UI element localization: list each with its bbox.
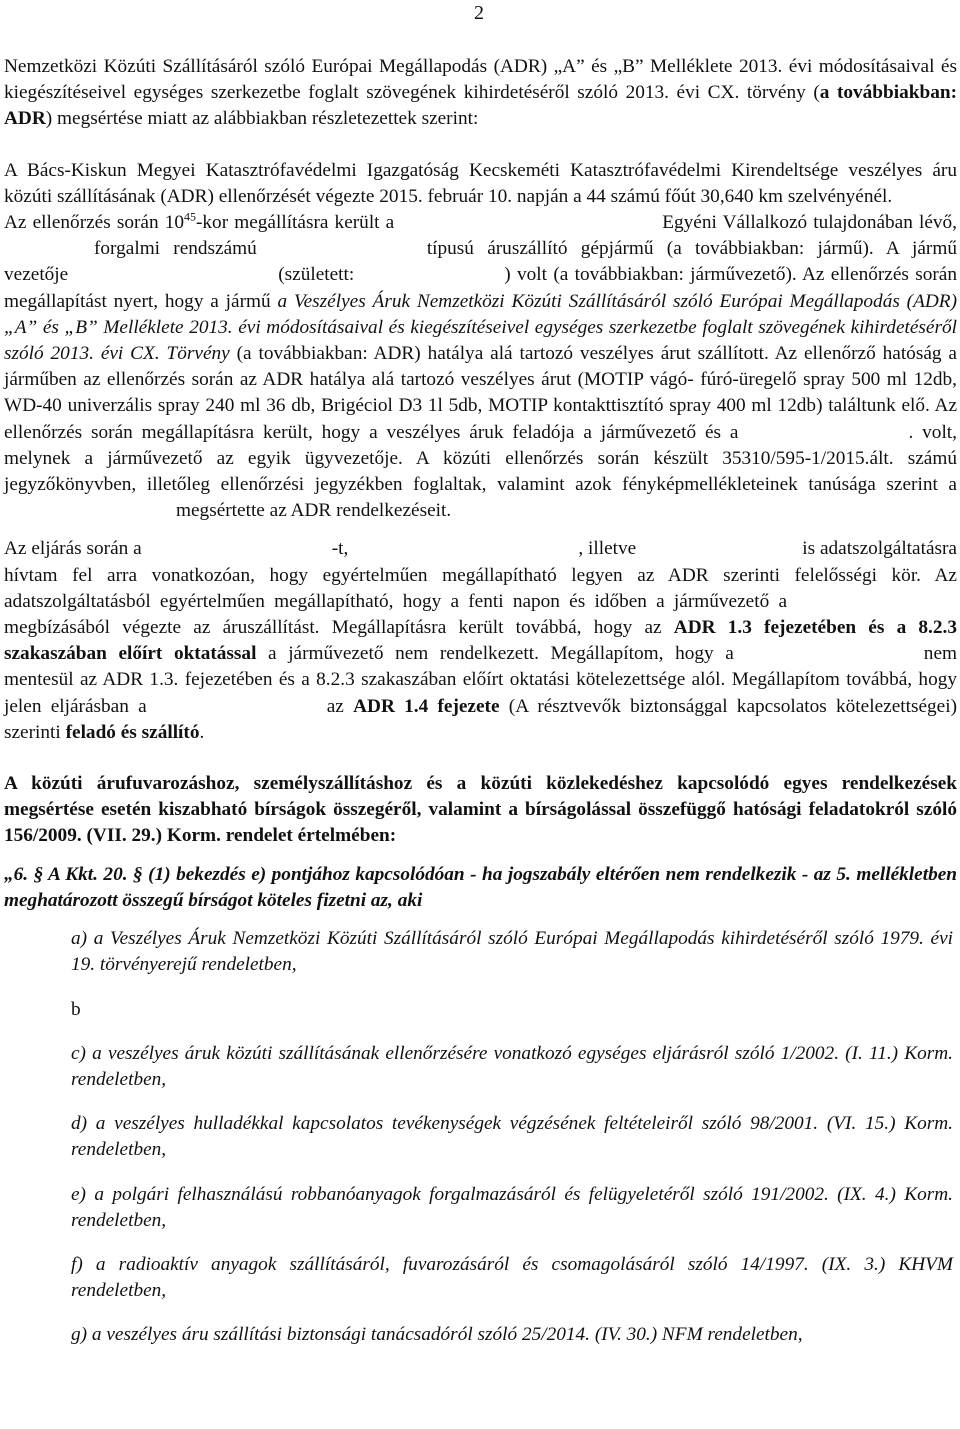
document-body [4, 54, 957, 1367]
inspection-text-b7: ) volt (a továbbiakban: járművezető). Az ellenőrzés során megállapítást nyert, hogy a jármű [4, 264, 957, 312]
list-item: d) a veszélyes hulladékkal kapcsolatos tevékenységek végzésének feltételeiről szóló 98/2001. (VI. 15.) Korm. rendeletben, [71, 1113, 953, 1161]
inspection-text-b8: a Veszélyes Áruk Nemzetközi Közúti Szállításáról szóló Európai Megállapodás (ADR) „A” és „B” Melléklete 2013. évi módosításaival és kiegészítéseivel egységes szerkezetbe foglalt szövegének kihirdetéséről szóló 2013. évi CX. Törvény [4, 290, 957, 365]
regulation-quote: „6. § A Kkt. 20. § (1) bekezdés e) pontjához kapcsolódóan - ha jogszabály eltérően nem rendelkezik - az 5. mellékletben meghatározott összegű bírságot köteles fizetni az, aki [4, 863, 957, 911]
procedure-text-a11: (A résztvevők biztonsággal kapcsolatos kötelezettségei) szerinti [4, 695, 958, 743]
inspection-text-b6: (született: [278, 264, 355, 286]
procedure-text-a8: nem mentesül az ADR 1.3. fejezetében és a 8.2.3 szakaszában előírt oktatási kötelezettsége alól. Megállapítom továbbá, hogy jelen eljárásban a [4, 643, 957, 717]
intro-text-bold: a továbbiakban: ADR [4, 82, 957, 130]
procedure-text-a10: ADR 1.4 fejezete [353, 695, 500, 717]
intro-text-1: Nemzetközi Közúti Szállításáról szóló Európai Megállapodás (ADR) „A” és „B” Melléklete 2013. évi módosításaival és kiegészítéseivel egységes szerkezetbe foglalt szövegének kihirdetéséről szóló 2013. évi CX. törvény ( [4, 56, 957, 104]
inspection-text-b3: Egyéni Vállalkozó tulajdonában lévő, [662, 212, 957, 234]
list-item: a) a Veszélyes Áruk Nemzetközi Közúti Szállításáról szóló Európai Megállapodás kihirdetéséről szóló 1979. évi 19. törvényerejű rendeletben, [71, 928, 953, 976]
regulation-heading: A közúti árufuvarozáshoz, személyszállításhoz és a közúti közlekedéshez kapcsolódó egyes rendelkezések megsértése esetén kiszabható bírságok összegéről, valamint a bírságolással összefüggő hatósági feladatokról szóló 156/2009. (VII. 29.) Korm. rendelet értelmében: [4, 773, 957, 847]
intro-paragraph [4, 54, 957, 133]
procedure-text-a7: a járművezető nem rendelkezett. Megállapítom, hogy a [268, 643, 734, 665]
procedure-text-a13: . [199, 721, 205, 743]
inspection-text-b9: (a továbbiakban: ADR) hatálya alá tartozó veszélyes árut szállított. Az ellenőrző hatóság a járműben az ellenőrzés során az ADR hatálya alá tartozó veszélyes árut (MOTIP vágó- fúró-üregelő spray 500 ml 12db, WD-40 univerzális spray 240 ml 36 db, Brigéciol D3 1l 5db, MOTIP kontakttisztító spray 400 ml 12db) találtunk elő. Az ellenőrzés során megállapításra került, hogy a veszélyes áruk feladója a járművezető és a [4, 343, 957, 443]
inspection-text-b4: forgalmi rendszámú [94, 238, 257, 260]
procedure-text-a3: , illetve [578, 538, 637, 560]
inspection-text-b2: -kor megállításra került a [196, 212, 395, 234]
list-item: g) a veszélyes áru szállítási biztonsági tanácsadóról szóló 25/2014. (IV. 30.) NFM rendeletben, [71, 1324, 803, 1346]
intro-text-3: ) megsértése miatt az alábbiakban részletezettek szerint: [45, 108, 479, 130]
inspection-text-b11: megsértette az ADR rendelkezéseit. [176, 500, 452, 522]
inspection-time-sup: 45 [184, 209, 196, 224]
procedure-text-a4: is adatszolgáltatásra hívtam fel arra vonatkozóan, hogy egyértelműen megállapítható legyen az ADR szerinti felelősségi kör. Az adatszolgáltatásból egyértelműen megállapítható, hogy a fenti napon és időben a járművezető a [4, 538, 957, 612]
procedure-text-a6: ADR 1.3 fejezetében és a 8.2.3 szakaszában előírt oktatással [4, 617, 957, 665]
inspection-text-a: A Bács-Kiskun Megyei Katasztrófavédelmi Igazgatóság Kecskeméti Katasztrófavédelmi Kirendeltsége veszélyes áru közúti szállításának (ADR) ellenőrzését végezte 2015. február 10. napján a 44 számú főút 30,640 km szelvényénél. [4, 159, 957, 207]
page-number: 2 [474, 2, 484, 24]
procedure-paragraph [4, 536, 957, 746]
inspection-text-b1: Az ellenőrzés során 10 [4, 212, 184, 234]
inspection-text-b5: típusú áruszállító gépjármű (a továbbiakban: jármű). A jármű vezetője [4, 238, 957, 286]
list-item: f) a radioaktív anyagok szállításáról, fuvarozásáról és csomagolásáról szóló 14/1997. (IX. 3.) KHVM rendeletben, [71, 1253, 953, 1302]
inspection-text-b10: . volt, melynek a járművezető az egyik ügyvezetője. A közúti ellenőrzés során készült 35310/595-1/2015.ált. számú jegyzőkönyvben, illetőleg ellenőrzési jegyzékben foglaltak, valamint azok fényképmellékleteinek tanúsága szerint a [4, 421, 957, 496]
list-item: b [71, 998, 81, 1020]
procedure-text-a5: megbízásából végezte az áruszállítást. Megállapításra került továbbá, hogy az [4, 617, 662, 639]
list-item: e) a polgári felhasználású robbanóanyagok forgalmazásáról és felügyeletéről szóló 191/2002. (IX. 4.) Korm. rendeletben, [71, 1183, 953, 1231]
list-item: c) a veszélyes áruk közúti szállításának ellenőrzésére vonatkozó egységes eljárásról szóló 1/2002. (I. 11.) Korm. rendeletben, [71, 1042, 953, 1090]
procedure-text-a9: az [326, 695, 344, 717]
regulation-list [4, 926, 957, 1348]
procedure-text-a1: Az eljárás során a [4, 538, 142, 560]
procedure-text-a12: feladó és szállító [65, 721, 200, 743]
inspection-paragraph [4, 158, 957, 525]
procedure-text-a2: -t, [331, 538, 349, 560]
